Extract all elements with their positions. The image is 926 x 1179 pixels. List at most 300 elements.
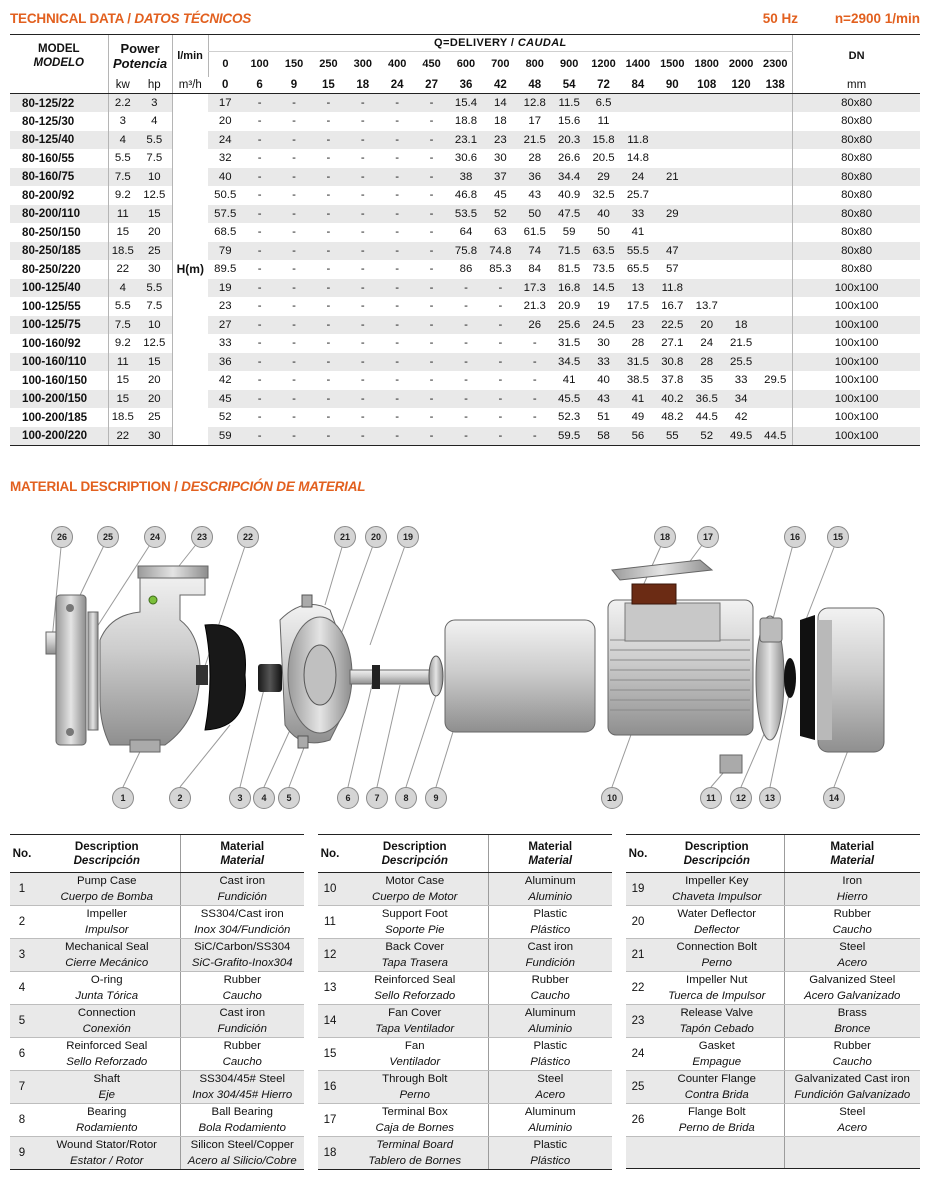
head-value-cell: - [242, 186, 276, 205]
material-es: Caucho [530, 990, 570, 1002]
kw-cell: 11 [108, 205, 137, 224]
part-callout: 1 [112, 787, 134, 809]
head-value-cell: 20.9 [552, 297, 586, 316]
head-value-cell: 53.5 [449, 205, 483, 224]
part-number: 25 [626, 1071, 650, 1104]
part-material [488, 1071, 612, 1104]
description-en: Pump Case [76, 875, 137, 887]
kw-cell: 7.5 [108, 168, 137, 187]
head-value-cell: - [414, 94, 448, 113]
material-table-3 [626, 834, 920, 1169]
head-value-cell: - [483, 371, 517, 390]
part-number: 4 [10, 972, 34, 1005]
material-en: SS304/45# Steel [199, 1073, 285, 1085]
head-value-cell: 25.7 [621, 186, 655, 205]
description-en: Connection Bolt [676, 941, 757, 953]
head-value-cell: - [242, 223, 276, 242]
table-row [10, 94, 920, 113]
material-es: Plástico [530, 924, 571, 936]
head-value-cell: - [346, 94, 380, 113]
head-value-cell: - [414, 427, 448, 446]
head-value-cell: - [380, 205, 414, 224]
list-item [10, 972, 304, 1005]
head-value-cell: 40 [586, 205, 620, 224]
description-es: Conexión [82, 1023, 131, 1035]
kw-cell: 22 [108, 260, 137, 279]
model-cell: 80-200/92 [10, 186, 108, 205]
head-value-cell: - [449, 279, 483, 298]
part-material [488, 873, 612, 906]
head-value-cell [655, 223, 689, 242]
head-value-cell: - [242, 94, 276, 113]
head-value-cell: 40.2 [655, 390, 689, 409]
head-label-cell [172, 186, 208, 205]
part-material [784, 939, 920, 972]
head-value-cell: - [380, 112, 414, 131]
hp-cell: 30 [137, 427, 172, 446]
hp-header: hp [137, 77, 172, 94]
list-item [10, 1005, 304, 1038]
head-value-cell: 30 [483, 149, 517, 168]
head-value-cell: - [483, 353, 517, 372]
model-cell: 100-200/220 [10, 427, 108, 446]
head-value-cell: - [414, 353, 448, 372]
head-value-cell: 25.5 [724, 353, 758, 372]
head-value-cell: - [277, 316, 311, 335]
material-es: Caucho [222, 1056, 262, 1068]
part-callout: 8 [395, 787, 417, 809]
head-value-cell: - [277, 205, 311, 224]
head-value-cell: - [311, 186, 345, 205]
part-number: 17 [318, 1104, 342, 1137]
head-value-cell: 11.8 [621, 131, 655, 150]
head-value-cell: 65.5 [621, 260, 655, 279]
head-value-cell: - [380, 371, 414, 390]
part-callout: 24 [144, 526, 166, 548]
dn-cell: 80x80 [793, 168, 920, 187]
table-row [10, 223, 920, 242]
head-value-cell: - [414, 205, 448, 224]
table-row [10, 131, 920, 150]
description-es: Tablero de Bornes [368, 1155, 462, 1167]
hp-cell: 7.5 [137, 149, 172, 168]
part-callout: 18 [654, 526, 676, 548]
m3h-value: 138 [758, 77, 792, 94]
head-label-cell [172, 223, 208, 242]
part-description [342, 1104, 488, 1137]
lmin-value: 1800 [694, 58, 719, 71]
head-value-cell: 15.8 [586, 131, 620, 150]
hp-cell: 3 [137, 94, 172, 113]
list-item [626, 1137, 920, 1169]
model-cell: 100-160/92 [10, 334, 108, 353]
no-header: No. [318, 835, 342, 873]
material-en: Cast iron [219, 875, 266, 887]
material-es: Caucho [832, 1056, 872, 1068]
head-value-cell [655, 94, 689, 113]
head-value-cell: 6.5 [586, 94, 620, 113]
model-cell: 80-125/22 [10, 94, 108, 113]
part-callout: 15 [827, 526, 849, 548]
head-value-cell: 38 [449, 168, 483, 187]
head-value-cell [724, 242, 758, 261]
head-value-cell: 48.2 [655, 408, 689, 427]
head-value-cell: - [242, 149, 276, 168]
description-es: Ventilador [389, 1056, 441, 1068]
m3h-value: 0 [208, 77, 242, 94]
head-value-cell: - [518, 408, 552, 427]
m3h-value: 24 [380, 77, 414, 94]
head-value-cell: 15.6 [552, 112, 586, 131]
head-value-cell: 28 [690, 353, 724, 372]
material-table-2 [318, 834, 612, 1170]
material-en: SiC/Carbon/SS304 [194, 941, 291, 953]
head-value-cell: 74 [518, 242, 552, 261]
head-value-cell: 13 [621, 279, 655, 298]
head-value-cell: - [414, 223, 448, 242]
dn-cell: 80x80 [793, 112, 920, 131]
material-es: Inox 304/Fundición [194, 924, 291, 936]
head-value-cell: 32.5 [586, 186, 620, 205]
lmin-value: 900 [559, 58, 579, 71]
head-value-cell [690, 94, 724, 113]
kw-cell: 9.2 [108, 186, 137, 205]
technical-data-header [10, 8, 920, 30]
head-value-cell: - [380, 94, 414, 113]
hp-cell: 20 [137, 223, 172, 242]
model-cell: 100-125/55 [10, 297, 108, 316]
part-callout: 25 [97, 526, 119, 548]
head-value-cell: - [311, 427, 345, 446]
head-value-cell [758, 334, 792, 353]
description-es: Sello Reforzado [66, 1056, 148, 1068]
head-value-cell: - [414, 131, 448, 150]
material-en: Cast iron [219, 1007, 266, 1019]
description-es: Soporte Pie [384, 924, 445, 936]
head-value-cell: 19 [586, 297, 620, 316]
dn-cell: 100x100 [793, 297, 920, 316]
table-row [10, 371, 920, 390]
head-value-cell [758, 260, 792, 279]
head-value-cell: 19 [208, 279, 242, 298]
head-value-cell: - [346, 279, 380, 298]
head-value-cell [724, 279, 758, 298]
head-value-cell: 45 [483, 186, 517, 205]
description-en: Reinforced Seal [66, 1040, 148, 1052]
head-value-cell: 17.5 [621, 297, 655, 316]
part-number: 7 [10, 1071, 34, 1104]
head-value-cell: 73.5 [586, 260, 620, 279]
no-header: No. [10, 835, 34, 873]
head-value-cell: - [414, 390, 448, 409]
table-row [10, 149, 920, 168]
part-material [488, 906, 612, 939]
part-description [34, 1137, 180, 1170]
head-value-cell: - [311, 149, 345, 168]
head-value-cell: - [414, 297, 448, 316]
head-value-cell: - [311, 390, 345, 409]
part-callout: 14 [823, 787, 845, 809]
lmin-value: 150 [284, 58, 304, 71]
head-label-cell [172, 131, 208, 150]
head-value-cell: 64 [449, 223, 483, 242]
dn-cell: 80x80 [793, 94, 920, 113]
dn-cell: 80x80 [793, 131, 920, 150]
head-value-cell: - [277, 297, 311, 316]
head-value-cell: 29 [655, 205, 689, 224]
part-description [34, 906, 180, 939]
dn-cell: 100x100 [793, 390, 920, 409]
head-value-cell [758, 279, 792, 298]
head-value-cell: - [242, 353, 276, 372]
part-callout: 26 [51, 526, 73, 548]
head-value-cell: - [380, 390, 414, 409]
list-item [626, 1071, 920, 1104]
material-es: Acero al Silicio/Cobre [187, 1155, 297, 1167]
head-value-cell [724, 112, 758, 131]
list-item [318, 972, 612, 1005]
list-item [626, 1005, 920, 1038]
head-value-cell: 30 [586, 334, 620, 353]
material-es: Plástico [530, 1155, 571, 1167]
head-value-cell: - [380, 168, 414, 187]
head-value-cell: 17 [518, 112, 552, 131]
head-value-cell [758, 316, 792, 335]
part-description [342, 1071, 488, 1104]
description-header: Description Descripción [342, 835, 488, 873]
head-value-cell: - [518, 371, 552, 390]
head-value-cell: 79 [208, 242, 242, 261]
head-value-cell [724, 223, 758, 242]
dn-header: DN [793, 35, 920, 77]
head-value-cell: 14 [483, 94, 517, 113]
material-en: Aluminum [524, 875, 576, 887]
table-row [10, 353, 920, 372]
lmin-value: 300 [353, 58, 372, 71]
description-es: Junta Tórica [75, 990, 139, 1002]
part-callout: 22 [237, 526, 259, 548]
list-item [10, 939, 304, 972]
description-es: Tuerca de Impulsor [668, 990, 766, 1002]
head-value-cell: - [414, 186, 448, 205]
model-cell: 80-160/55 [10, 149, 108, 168]
material-es: Acero [837, 1122, 868, 1134]
material-en: Galvanized Steel [809, 974, 896, 986]
part-material [180, 1071, 304, 1104]
head-value-cell: 24 [690, 334, 724, 353]
head-value-cell: - [311, 131, 345, 150]
description-en: Reinforced Seal [374, 974, 456, 986]
head-value-cell: 40 [586, 371, 620, 390]
head-value-cell: - [311, 260, 345, 279]
technical-data-title: TECHNICAL DATA / DATOS TÉCNICOS [10, 11, 252, 26]
material-en: Rubber [223, 1040, 261, 1052]
head-value-cell: 24 [208, 131, 242, 150]
lmin-value: 2300 [762, 58, 788, 71]
table-row [10, 186, 920, 205]
material-header: Material Material [784, 835, 920, 873]
head-value-cell [690, 242, 724, 261]
part-description [34, 1005, 180, 1038]
lmin-value: 600 [456, 58, 476, 71]
head-value-cell: 36 [208, 353, 242, 372]
material-description-header [10, 476, 920, 498]
material-es: Caucho [832, 924, 872, 936]
head-value-cell: 42 [208, 371, 242, 390]
m3h-value: 108 [690, 77, 724, 94]
head-value-cell: - [380, 316, 414, 335]
list-item [318, 1005, 612, 1038]
kw-cell: 11 [108, 353, 137, 372]
part-description [650, 873, 784, 906]
part-description [342, 873, 488, 906]
no-header: No. [626, 835, 650, 873]
head-value-cell [621, 112, 655, 131]
material-en: Cast iron [527, 941, 574, 953]
material-es: Inox 304/45# Hierro [192, 1089, 293, 1101]
head-value-cell: 57 [655, 260, 689, 279]
hp-cell: 7.5 [137, 297, 172, 316]
part-material [784, 1005, 920, 1038]
table-row [10, 316, 920, 335]
head-value-cell: 63.5 [586, 242, 620, 261]
dn-cell: 80x80 [793, 223, 920, 242]
kw-cell: 15 [108, 371, 137, 390]
part-number: 12 [318, 939, 342, 972]
part-description [342, 939, 488, 972]
material-en: Galvanizated Cast iron [794, 1073, 910, 1085]
part-description [650, 939, 784, 972]
head-value-cell [655, 131, 689, 150]
technical-data-table [10, 34, 920, 446]
head-value-cell: - [346, 168, 380, 187]
head-value-cell: - [242, 334, 276, 353]
list-item [318, 939, 612, 972]
mm-header: mm [793, 77, 920, 94]
part-number: 10 [318, 873, 342, 906]
m3h-value: 15 [311, 77, 345, 94]
model-cell: 80-160/75 [10, 168, 108, 187]
description-en: Back Cover [385, 941, 445, 953]
part-number: 6 [10, 1038, 34, 1071]
head-value-cell [758, 242, 792, 261]
head-value-cell: - [483, 334, 517, 353]
head-value-cell [724, 205, 758, 224]
head-value-cell: 34 [724, 390, 758, 409]
head-value-cell: - [346, 334, 380, 353]
m3h-header: m³/h [172, 77, 208, 94]
head-value-cell: - [449, 427, 483, 446]
part-material [180, 1104, 304, 1137]
table-row [10, 297, 920, 316]
part-number: 21 [626, 939, 650, 972]
model-cell: 80-250/185 [10, 242, 108, 261]
model-cell: 80-200/110 [10, 205, 108, 224]
table-row [10, 279, 920, 298]
head-value-cell [724, 94, 758, 113]
lmin-value: 1500 [660, 58, 685, 71]
part-callout: 19 [397, 526, 419, 548]
head-label-cell [172, 168, 208, 187]
head-value-cell: 50 [518, 205, 552, 224]
head-value-cell: 14.5 [586, 279, 620, 298]
head-value-cell: 52 [483, 205, 517, 224]
head-value-cell: - [277, 149, 311, 168]
material-en: Plastic [533, 908, 568, 920]
part-material [784, 873, 920, 906]
head-value-cell: 41 [552, 371, 586, 390]
material-en: Plastic [533, 1139, 568, 1151]
description-en: Motor Case [385, 875, 445, 887]
dn-cell: 80x80 [793, 242, 920, 261]
part-callout: 4 [253, 787, 275, 809]
head-value-cell: 15.4 [449, 94, 483, 113]
part-description [34, 972, 180, 1005]
description-en: O-ring [90, 974, 123, 986]
description-es: Tapa Trasera [381, 957, 448, 969]
lmin-value: 250 [319, 58, 338, 71]
part-description [342, 1005, 488, 1038]
head-value-cell: 63 [483, 223, 517, 242]
part-callout: 20 [365, 526, 387, 548]
head-value-cell: 27.1 [655, 334, 689, 353]
exploded-pump-diagram [0, 500, 926, 830]
head-value-cell: 86 [449, 260, 483, 279]
head-value-cell [690, 260, 724, 279]
kw-cell: 9.2 [108, 334, 137, 353]
part-material [488, 1104, 612, 1137]
head-value-cell: 16.7 [655, 297, 689, 316]
head-value-cell: 74.8 [483, 242, 517, 261]
part-callout: 12 [730, 787, 752, 809]
material-es: Acero [837, 957, 868, 969]
head-label-cell [172, 205, 208, 224]
part-number: 1 [10, 873, 34, 906]
head-value-cell: 18 [724, 316, 758, 335]
part-description [34, 1038, 180, 1071]
head-value-cell: - [311, 279, 345, 298]
part-number: 24 [626, 1038, 650, 1071]
dn-cell: 100x100 [793, 353, 920, 372]
part-number: 2 [10, 906, 34, 939]
material-header: Material Material [180, 835, 304, 873]
head-value-cell [690, 149, 724, 168]
model-cell: 100-200/150 [10, 390, 108, 409]
head-value-cell: 29 [586, 168, 620, 187]
lmin-value: 700 [491, 58, 510, 71]
material-es: Acero [535, 1089, 566, 1101]
lmin-value: 100 [250, 58, 269, 71]
description-en: Water Deflector [677, 908, 757, 920]
description-en: Counter Flange [677, 1073, 757, 1085]
head-value-cell: - [414, 168, 448, 187]
description-es: Perno [701, 957, 732, 969]
head-label-cell [172, 334, 208, 353]
kw-cell: 4 [108, 131, 137, 150]
list-item [318, 873, 612, 906]
kw-cell: 2.2 [108, 94, 137, 113]
part-number: 19 [626, 873, 650, 906]
kw-cell: 7.5 [108, 316, 137, 335]
part-description [34, 939, 180, 972]
part-material [488, 939, 612, 972]
head-value-cell: - [311, 316, 345, 335]
model-cell: 100-125/40 [10, 279, 108, 298]
part-material [488, 1137, 612, 1170]
description-es: Estator / Rotor [70, 1155, 144, 1167]
head-value-cell: 34.4 [552, 168, 586, 187]
part-callout: 7 [366, 787, 388, 809]
